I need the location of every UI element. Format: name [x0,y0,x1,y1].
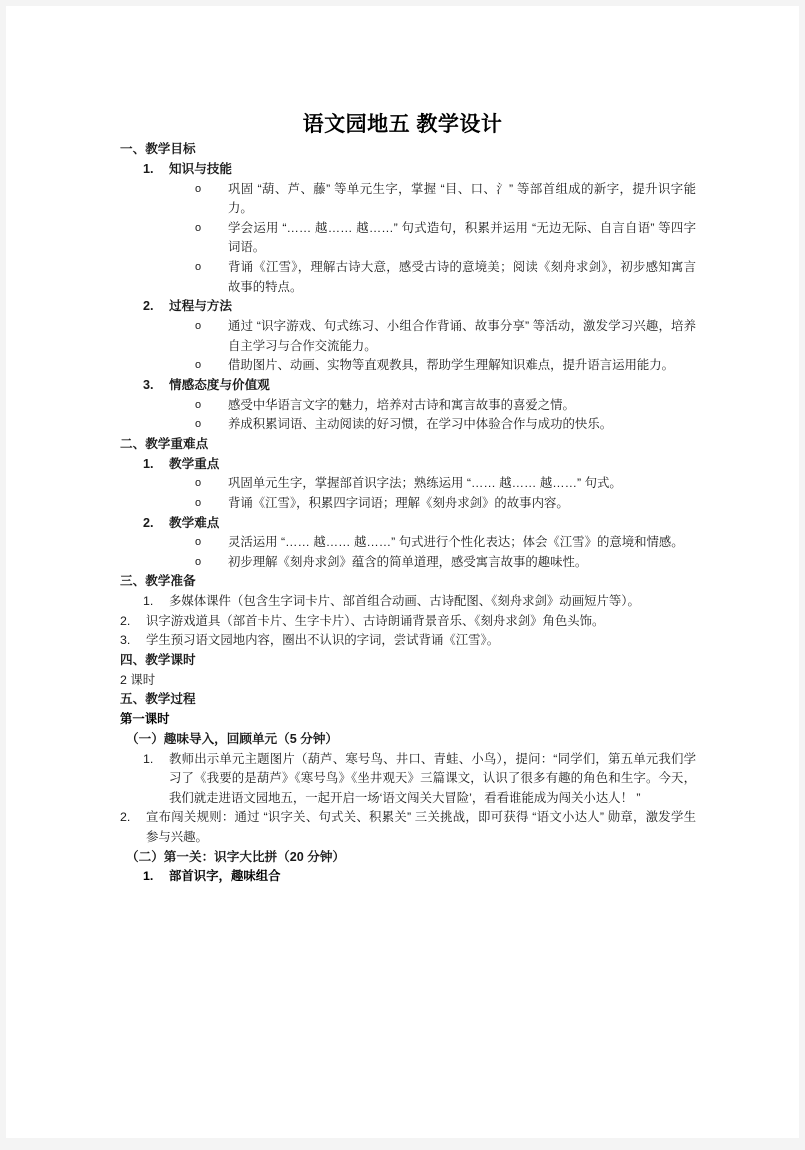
list-number: 3. [120,633,131,648]
list-item [195,533,696,553]
group-label: 情感态度与价值观 [169,377,270,392]
list-number: 3. [143,377,154,392]
section-heading-1: 一、教学目标 [120,142,196,156]
lesson-one-heading: 第一课时 [120,712,170,727]
list-item-text: 感受中华语言文字的魅力，培养对古诗和寓言故事的喜爱之情。 [228,397,575,412]
list-item [143,867,696,887]
list-item [195,180,696,219]
circle-bullet-icon: o [195,260,202,273]
list-number: 1. [143,456,154,471]
group-label: 教学重点 [169,456,220,471]
section-heading-4: 四、教学课时 [120,653,196,668]
circle-bullet-icon: o [195,418,202,431]
list-item [195,474,696,494]
group-label: 过程与方法 [169,299,232,314]
list-item-text: 学会运用 “…… 越…… 越……” 句式造句，积累并运用 “无边无际、自言自语” 等四字词语。 [228,220,696,255]
group-heading-values [143,376,696,396]
list-number: 1. [143,594,154,609]
lesson-hours-text: 2 课时 [120,672,156,687]
list-item-text: 宣布闯关规则：通过 “识字关、句式关、积累关” 三关挑战，即可获得 “语文小达人” 勋章，激发学生参与兴趣。 [146,810,696,845]
list-item [195,356,696,376]
list-item [195,553,696,573]
list-item [195,258,696,297]
circle-bullet-icon: o [195,496,202,509]
list-item [195,494,696,514]
page-title: 语文园地五 教学设计 [302,113,503,136]
circle-bullet-icon: o [195,477,202,490]
document-page [6,6,799,1138]
list-item [143,592,696,612]
list-item [143,750,696,809]
list-item [195,219,696,258]
section-heading-5: 五、教学过程 [120,692,196,707]
group-label: 教学难点 [169,515,220,530]
list-number: 2. [143,299,154,314]
list-item-text: 巩固单元生字，掌握部首识字法；熟练运用 “…… 越…… 越……” 句式。 [228,476,622,491]
list-item [195,396,696,416]
page-content [6,6,799,887]
list-item-text: 借助图片、动画、实物等直观教具，帮助学生理解知识难点，提升语言运用能力。 [228,358,675,373]
group-label: 知识与技能 [169,161,232,176]
list-item-text: 背诵《江雪》，理解古诗大意，感受古诗的意境美；阅读《刻舟求剑》，初步感知寓言故事的特点。 [228,259,696,294]
list-item-text: 灵活运用 “…… 越…… 越……” 句式进行个性化表达；体会《江雪》的意境和情感。 [228,535,684,550]
section-heading-3: 三、教学准备 [120,574,196,589]
list-item-text: 多媒体课件（包含生字词卡片、部首组合动画、古诗配图、《刻舟求剑》动画短片等）。 [169,594,640,609]
group-heading-difficult-points [143,514,696,534]
group-heading-key-points [143,455,696,475]
circle-bullet-icon: o [195,359,202,372]
list-number: 2. [143,515,154,530]
section-heading-2: 二、教学重难点 [120,436,209,451]
list-number: 2. [120,810,131,825]
list-item-text: 养成积累词语、主动阅读的好习惯，在学习中体验合作与成功的快乐。 [228,417,613,432]
list-number: 1. [143,869,154,884]
circle-bullet-icon: o [195,536,202,549]
list-number: 2. [120,613,131,628]
list-item-text: 部首识字，趣味组合 [169,869,281,884]
block-heading-intro: （一）趣味导入，回顾单元（5 分钟） [126,731,339,746]
circle-bullet-icon: o [195,221,202,234]
block-heading-level-one: （二）第一关：识字大比拼（20 分钟） [126,849,346,864]
list-item [195,317,696,356]
list-number: 1. [143,161,154,176]
group-heading-knowledge [143,160,696,180]
circle-bullet-icon: o [195,555,202,568]
list-item-text: 识字游戏道具（部首卡片、生字卡片）、古诗朗诵背景音乐、《刻舟求剑》角色头饰。 [146,613,605,628]
circle-bullet-icon: o [195,319,202,332]
list-item-text: 巩固 “葫、芦、藤” 等单元生字，掌握 “目、口、氵” 等部首组成的新字，提升识字能力。 [228,181,696,216]
list-item [120,612,696,632]
list-item-text: 学生预习语文园地内容，圈出不认识的字词，尝试背诵《江雪》。 [146,633,500,648]
group-heading-process [143,297,696,317]
list-item-text: 初步理解《刻舟求剑》蕴含的简单道理，感受寓言故事的趣味性。 [228,554,588,569]
list-item-text: 教师出示单元主题图片（葫芦、寒号鸟、井口、青蛙、小鸟），提问：“同学们，第五单元我们学习了《我要的是葫芦》《寒号鸟》《坐井观天》三篇课文，认识了很多有趣的角色和生字。今天，我们就走进语文园地五，一起开启一场‘语文闯关大冒险’，看看谁能成为闯关小达人！ ” [169,751,696,805]
list-number: 1. [143,751,154,766]
list-item [120,808,696,847]
circle-bullet-icon: o [195,398,202,411]
list-item [195,415,696,435]
circle-bullet-icon: o [195,182,202,195]
list-item-text: 通过 “识字游戏、句式练习、小组合作背诵、故事分享” 等活动，激发学习兴趣，培养自主学习与合作交流能力。 [228,318,696,353]
list-item-text: 背诵《江雪》，积累四字词语；理解《刻舟求剑》的故事内容。 [228,495,569,510]
list-item [120,631,696,651]
